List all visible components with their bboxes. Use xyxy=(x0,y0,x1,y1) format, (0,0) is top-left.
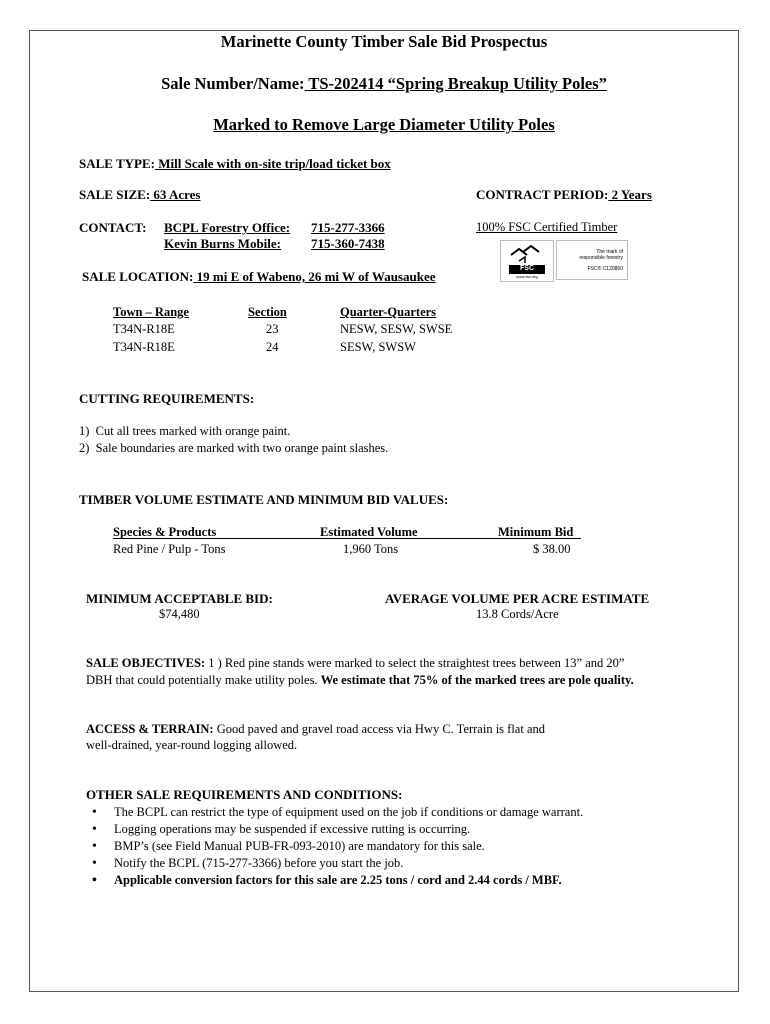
list-item: 1) Cut all trees marked with orange paint. xyxy=(79,424,291,438)
volume-header-min-bid: Minimum Bid xyxy=(498,525,574,539)
access-line-2: well-drained, year-round logging allowed. xyxy=(86,738,298,752)
sale-size xyxy=(79,187,200,203)
min-bid-label: MINIMUM ACCEPTABLE BID: xyxy=(86,591,273,606)
sale-location-label: SALE LOCATION: xyxy=(82,269,194,284)
volume-header-species: Species & Products xyxy=(113,525,217,539)
contact-phone-1: 715-277-3366 xyxy=(311,220,385,235)
location-header-section: Section xyxy=(248,305,287,319)
contact-phone-2: 715-360-7438 xyxy=(311,236,385,251)
sale-number-value: TS-202414 “Spring Breakup Utility Poles” xyxy=(304,74,607,93)
location-header-quarters: Quarter-Quarters xyxy=(340,305,437,319)
objectives-line-1: SALE OBJECTIVES: 1 ) Red pine stands were marked to select the straightest trees between 13” and 20” xyxy=(86,656,625,670)
volume-header-volume: Estimated Volume xyxy=(320,525,418,539)
location-header-town-range: Town – Range xyxy=(113,305,189,319)
avg-volume-value: 13.8 Cords/Acre xyxy=(476,607,559,621)
sale-type xyxy=(79,156,391,172)
sale-size-value: 63 Acres xyxy=(150,187,201,202)
table-cell: NESW, SESW, SWSE xyxy=(340,322,453,336)
table-cell: 1,960 Tons xyxy=(343,542,399,556)
table-row: Red Pine / Pulp - Tons xyxy=(113,542,226,556)
cutting-heading: CUTTING REQUIREMENTS: xyxy=(79,391,255,406)
table-row: T34N-R18E xyxy=(113,322,175,336)
contact-label: CONTACT: xyxy=(79,220,147,235)
min-bid-value: $74,480 xyxy=(159,607,200,621)
fsc-certified-text: 100% FSC Certified Timber xyxy=(476,220,618,234)
other-list xyxy=(86,804,583,889)
sale-location-value: 19 mi E of Wabeno, 26 mi W of Wausaukee xyxy=(193,269,436,284)
contract-period-value: 2 Years xyxy=(608,187,652,202)
list-item: • Logging operations may be suspended if excessive rutting is occurring. xyxy=(86,821,583,838)
list-item: 2) Sale boundaries are marked with two orange paint slashes. xyxy=(79,441,389,455)
table-cell: 24 xyxy=(266,340,279,354)
list-item: • The BCPL can restrict the type of equipment used on the job if conditions or damage warrant. xyxy=(86,804,583,821)
access-label: ACCESS & TERRAIN: xyxy=(86,722,214,736)
objectives-line-2: DBH that could potentially make utility poles. We estimate that 75% of the marked trees are pole quality. xyxy=(86,673,634,687)
contact-name-1: BCPL Forestry Office: xyxy=(164,220,291,235)
fsc-tree-checkmark-icon: FSC www.fsc.org xyxy=(500,240,554,282)
contact-name-2: Kevin Burns Mobile: xyxy=(164,236,282,251)
sale-size-label: SALE SIZE: xyxy=(79,187,151,202)
document-subtitle: Marked to Remove Large Diameter Utility Poles xyxy=(213,115,555,134)
objectives-label: SALE OBJECTIVES: xyxy=(86,656,206,670)
sale-number-line xyxy=(29,74,739,94)
table-cell: 23 xyxy=(266,322,279,336)
volume-heading: TIMBER VOLUME ESTIMATE AND MINIMUM BID VALUES: xyxy=(79,492,449,507)
sale-type-value: Mill Scale with on-site trip/load ticket box xyxy=(154,156,391,171)
fsc-tagline: The mark of responsible forestry FSC® C120860 xyxy=(556,240,628,280)
table-row: T34N-R18E xyxy=(113,340,175,354)
sale-location xyxy=(82,269,435,285)
list-item: • BMP’s (see Field Manual PUB-FR-093-2010) are mandatory for this sale. xyxy=(86,838,583,855)
list-item: • Notify the BCPL (715-277-3366) before you start the job. xyxy=(86,855,583,872)
sale-number-label: Sale Number/Name: xyxy=(161,74,305,93)
document-title: Marinette County Timber Sale Bid Prospectus xyxy=(220,32,548,51)
fsc-logo xyxy=(500,240,630,280)
sale-type-label: SALE TYPE: xyxy=(79,156,155,171)
table-cell: SESW, SWSW xyxy=(340,340,416,354)
list-item: • Applicable conversion factors for this sale are 2.25 tons / cord and 2.44 cords / MBF. xyxy=(86,872,583,889)
contract-period-label: CONTRACT PERIOD: xyxy=(476,187,609,202)
access-line-1: ACCESS & TERRAIN: Good paved and gravel road access via Hwy C. Terrain is flat and xyxy=(86,722,545,736)
contract-period xyxy=(476,187,652,203)
table-cell: $ 38.00 xyxy=(533,542,571,556)
other-heading: OTHER SALE REQUIREMENTS AND CONDITIONS: xyxy=(86,787,403,802)
avg-volume-label: AVERAGE VOLUME PER ACRE ESTIMATE xyxy=(385,591,650,606)
